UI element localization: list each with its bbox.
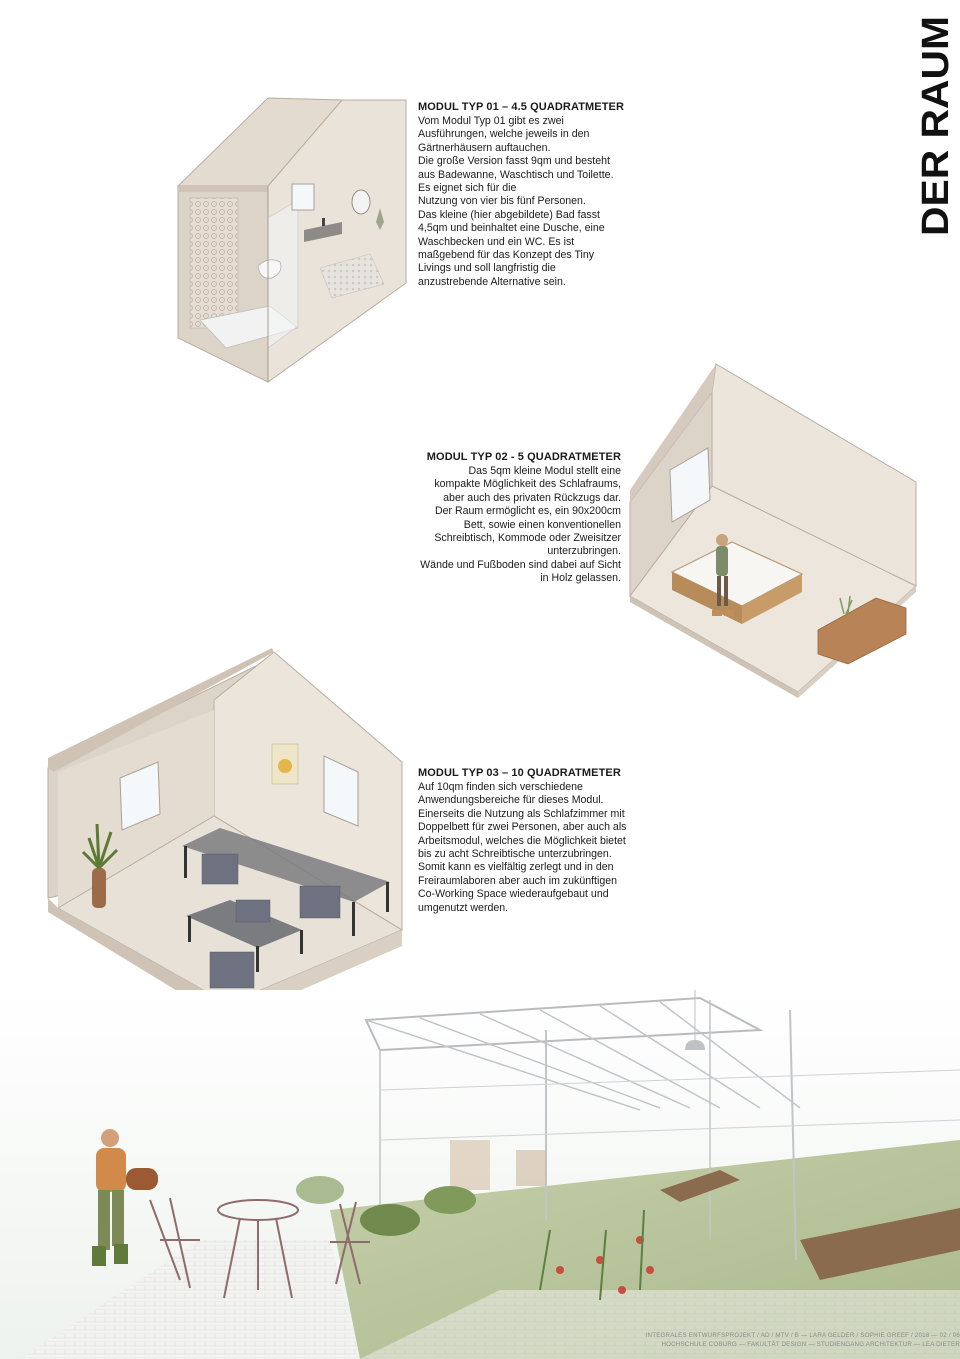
module-03-line: Co-Working Space wiederaufgebaut und bbox=[418, 888, 609, 901]
module-02-line: Bett, sowie einen konventionellen bbox=[463, 518, 621, 531]
module-03-line: bis zu acht Schreibtische unterzubringen. bbox=[418, 848, 612, 861]
module-03-description bbox=[418, 766, 648, 915]
module-02-line: Der Raum ermöglicht es, ein 90x200cm bbox=[434, 505, 621, 518]
module-03-line: umgenutzt werden. bbox=[418, 901, 509, 914]
module-01-line: Nutzung von vier bis fünf Personen. bbox=[418, 195, 586, 208]
module-03-line: Auf 10qm finden sich verschiedene bbox=[418, 781, 583, 793]
page-title bbox=[904, 8, 960, 240]
module-03-line: Arbeitsmodul, welches die Möglichkeit bietet bbox=[418, 834, 626, 847]
module-01-line: Es eignet sich für die bbox=[418, 182, 517, 195]
module-01-bathroom-illustration bbox=[170, 88, 410, 388]
module-01-line: Gärtnerhäusern auftauchen. bbox=[418, 141, 551, 154]
module-01-line: Livings und soll langfristig die bbox=[418, 262, 556, 275]
module-02-line: aber auch des privaten Rückzugs dar. bbox=[443, 491, 621, 504]
module-01-line: Waschbecken und ein WC. Es ist bbox=[418, 235, 575, 248]
module-03-heading: MODUL TYP 03 – 10 QUADRATMETER bbox=[418, 767, 621, 779]
module-01-line: Die große Version fasst 9qm und besteht bbox=[418, 155, 610, 168]
footer-credits bbox=[600, 1331, 960, 1349]
module-01-line: Vom Modul Typ 01 gibt es zwei bbox=[418, 115, 564, 127]
module-03-workspace-illustration bbox=[44, 648, 406, 1022]
module-01-line: 4,5qm und beinhaltet eine Dusche, eine bbox=[418, 222, 605, 235]
module-02-description bbox=[405, 450, 621, 586]
module-02-line: in Holz gelassen. bbox=[540, 572, 621, 585]
module-03-line: Doppelbett für zwei Personen, aber auch als bbox=[418, 821, 627, 834]
module-02-line: Schreibtisch, Kommode oder Zweisitzer bbox=[434, 532, 621, 545]
module-02-line: Das 5qm kleine Modul stellt eine bbox=[468, 465, 621, 477]
module-02-line: unterzubringen. bbox=[547, 545, 621, 558]
module-03-line: Freiraumlaboren aber auch im zukünftigen bbox=[418, 874, 618, 887]
module-01-line: aus Badewanne, Waschtisch und Toilette. bbox=[418, 168, 614, 181]
module-01-line: maßgebend für das Konzept des Tiny bbox=[418, 249, 595, 262]
module-03-line: Einerseits die Nutzung als Schlafzimmer mit bbox=[418, 807, 625, 820]
module-03-line: Anwendungsbereiche für dieses Modul. bbox=[418, 794, 604, 807]
greenhouse-scene-illustration bbox=[0, 990, 960, 1359]
module-01-line: Ausführungen, welche jeweils in den bbox=[418, 128, 590, 141]
module-01-heading: MODUL TYP 01 – 4.5 QUADRATMETER bbox=[418, 101, 625, 113]
module-02-heading: MODUL TYP 02 - 5 QUADRATMETER bbox=[426, 451, 621, 463]
module-02-bedroom-illustration bbox=[626, 362, 926, 698]
module-02-line: Wände und Fußboden sind dabei auf Sicht bbox=[420, 558, 621, 571]
footer-line: HOCHSCHULE COBURG — FAKULTÄT DESIGN — STUDIENGANG ARCHITEKTUR — LEA DIETER bbox=[661, 1341, 960, 1348]
module-01-line: Das kleine (hier abgebildete) Bad fasst bbox=[418, 208, 600, 221]
module-01-description bbox=[418, 100, 648, 289]
module-03-line: Somit kann es vielfältig zerlegt und in den bbox=[418, 861, 614, 874]
page-title-text: DER RAUM bbox=[915, 31, 957, 236]
module-02-line: kompakte Möglichkeit des Schlafraums, bbox=[434, 478, 621, 491]
module-01-line: anzustrebende Alternative sein. bbox=[418, 275, 566, 288]
footer-line: INTEGRALES ENTWURFSPROJEKT / AD / MTV / B — LARA GELDER / SOPHIE GREEF / 2018 — 02 / 06 bbox=[645, 1332, 960, 1339]
